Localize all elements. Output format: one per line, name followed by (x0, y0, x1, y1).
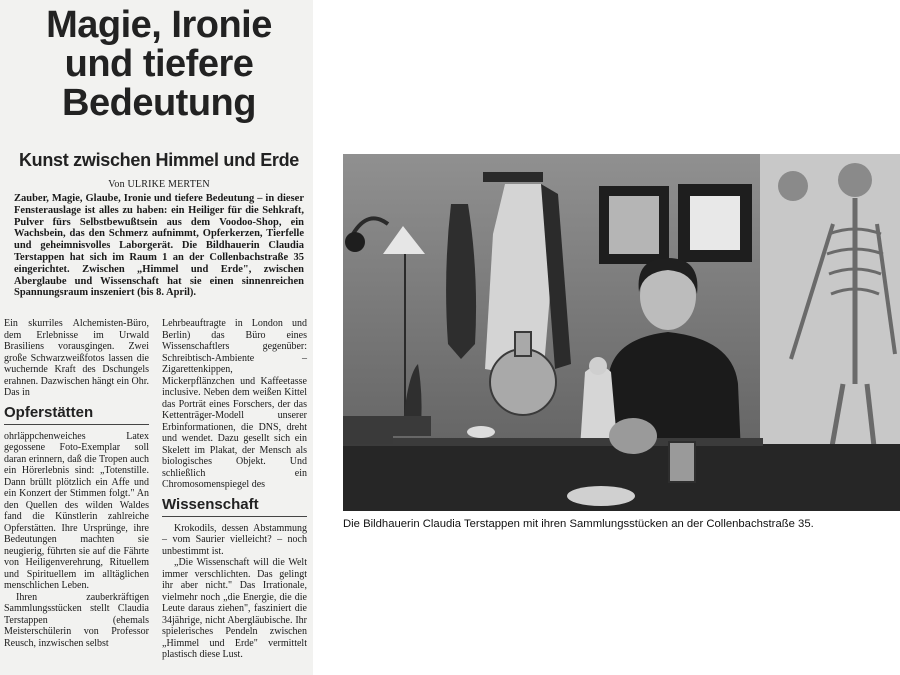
article-column-2 (162, 318, 307, 661)
paragraph: ohrläppchenweiches Latex gegossene Foto-Exemplar soll daran erinnern, daß die Tropen auch ein Hörerlebnis sind: „Totenstille. Dann brüllt plötzlich ein Affe und ein Konzert der Stimmen folgt." An den Quellen des wilden Waldes fand die Künstlerin zahlreiche Opferstätten. Ihre Ursprünge, ihre Bedeutungen machten sie neugierig, führten sie auf die Fährte von Heiligenverehrung, Rituellem und Spirituellem im alltäglichen menschlichen Leben. (4, 430, 149, 591)
headline (14, 6, 304, 123)
section-heading-wissenschaft: Wissenschaft (162, 496, 307, 517)
paragraph: Ein skurriles Alchemisten-Büro, dem Erlebnisse im Urwald Brasiliens vorausgingen. Zwei große Schwarzweißfotos lassen die wuchernde Kraft des Dschungels erahnen. Dazwischen hängt ein Ohr. Das in (4, 318, 149, 398)
headline-line-2: und tiefere (64, 43, 254, 85)
paragraph: Lehrbeauftragte in London und Berlin) das Büro eines Wissenschaftlers gegenüber: Schreibtisch-Ambiente – Zigarettenkippen, Mickerpflänzchen und Kaffeetasse inclusive. Neben dem weißen Kittel das Porträt eines Forschers, der das Kettenträger-Modell unserer Erbinformationen, die DNS, dreht und wendet. Dazu gesellt sich ein Skelett im Plakat, der Mensch als biologisches Objekt. Und schließlich ein Chromosomenspiegel des (162, 318, 307, 490)
section-heading-opferstaetten: Opferstätten (4, 404, 149, 425)
paragraph: „Die Wissenschaft will die Welt immer verschlichten. Das gelingt ihr aber nicht." Das Irrationale, vielmehr noch „die Energie, die die Leute daraus ziehen", fasziniert die 34jährige, nicht Abergläubische. Ihr spielerisches Pendeln zwischen „Himmel und Erde" vermittelt plastisch diese Lust. (162, 557, 307, 660)
subheadline: Kunst zwischen Himmel und Erde (18, 150, 300, 170)
byline: Von ULRIKE MERTEN (108, 179, 210, 190)
photo-caption: Die Bildhauerin Claudia Terstappen mit ihren Sammlungsstücken an der Collenbachstraße 35. (343, 518, 814, 530)
newspaper-clipping (0, 0, 313, 675)
headline-line-3: Bedeutung (62, 82, 256, 124)
article-column-1 (4, 318, 149, 649)
paragraph: Ihren zauberkräftigen Sammlungsstücken stellt Claudia Terstappen (ehemals Meisterschülerin von Professor Reusch, inzwischen selbst (4, 591, 149, 649)
paragraph: Krokodils, dessen Abstammung – vom Saurier vielleicht? – noch unbestimmt ist. (162, 522, 307, 557)
photo-illustration (343, 154, 900, 511)
article-photo (343, 154, 900, 511)
headline-line-1: Magie, Ironie (46, 4, 272, 46)
lead-paragraph: Zauber, Magie, Glaube, Ironie und tiefere Bedeutung – in dieser Fensterauslage ist alles zu haben: ein Heiliger für die Sehkraft, Pulver fürs Selbstbewußtsein aus dem Voodoo-Shop, ein Wachsbein, das den Schmerz aufnimmt, Opferkerzen, Tierfelle und geheimnisvolles Laborgerät. Die Bildhauerin Claudia Terstappen hat sich im Raum 1 an der Collenbachstraße 35 eingerichtet. Zwischen „Himmel und Erde", zwischen Aberglaube und Wissenschaft hat sie einen sinnenreichen Spannungsraum inszeniert (bis 8. April). (14, 193, 304, 299)
